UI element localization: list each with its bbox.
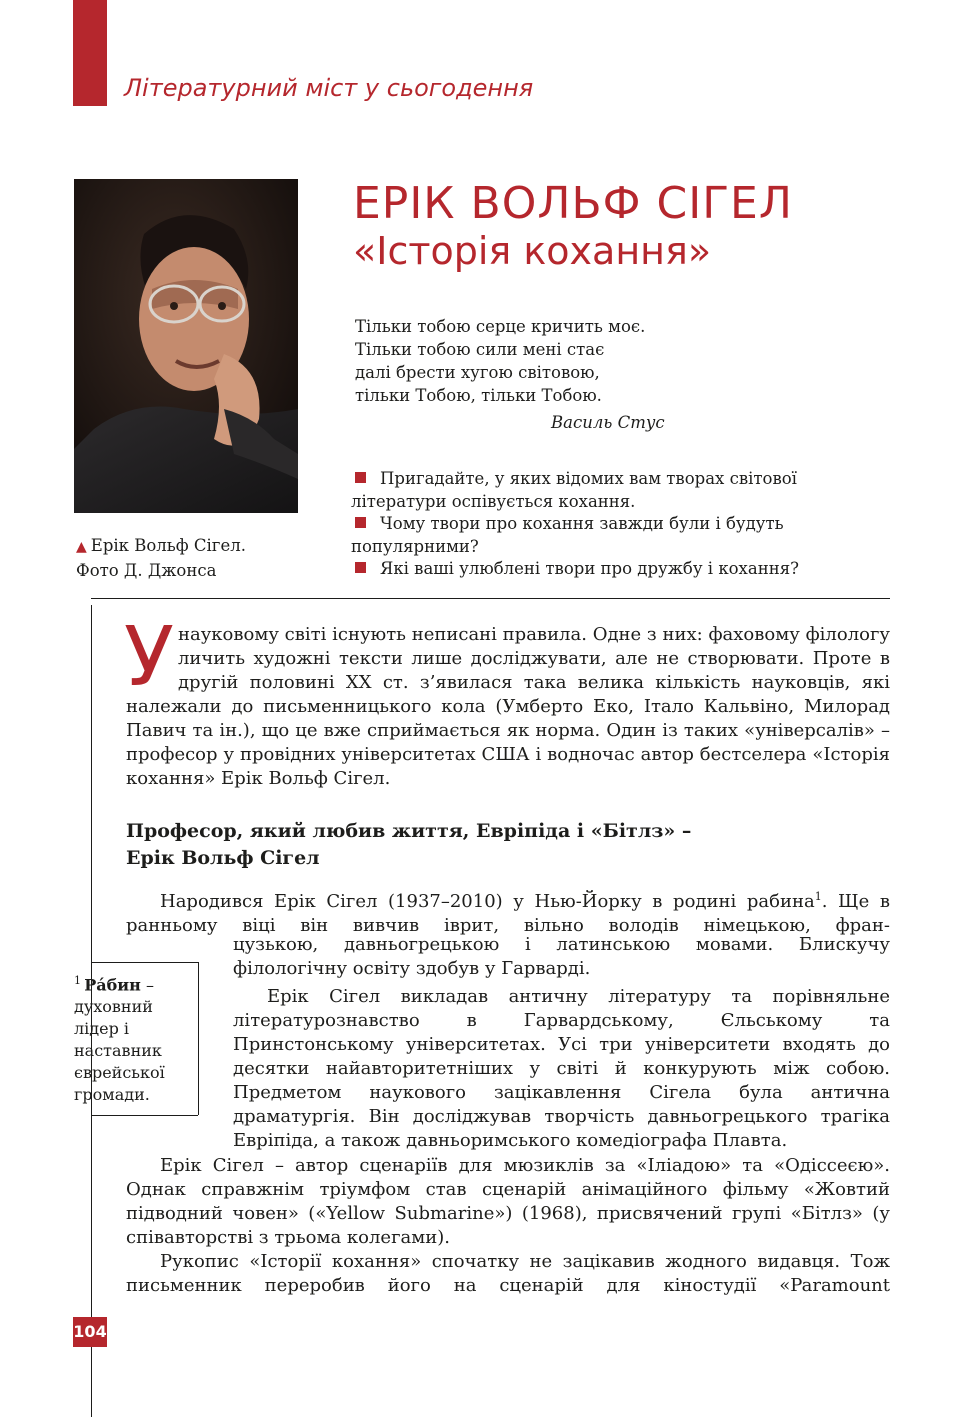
epigraph-line: далі брести хугою світовою, xyxy=(355,363,600,382)
footnote-definition: – духовний лідер і наставник єврейської громади. xyxy=(74,975,165,1105)
caption-line: Фото Д. Джонса xyxy=(76,561,217,580)
author-photo xyxy=(74,179,298,513)
question-item xyxy=(351,468,896,513)
body-paragraph-continued: цузькою, давньогрецькою і латинською мовами. Блискучу філологічну освіту здобув у Гарварді. xyxy=(233,934,890,979)
question-text: Пригадайте, у яких відомих вам творах світової літератури оспівується кохання. xyxy=(351,469,797,511)
photo-caption xyxy=(76,534,246,582)
question-text: Чому твори про кохання завжди були і будуть популярними? xyxy=(351,514,784,556)
footnote-rule xyxy=(91,1115,198,1116)
square-bullet-icon xyxy=(355,472,366,483)
footnote-rule xyxy=(91,962,198,963)
chapter-title-work: «Історія кохання» xyxy=(353,229,712,273)
epigraph xyxy=(355,315,645,407)
footnote-ref[interactable]: 1 xyxy=(814,890,822,903)
body-paragraph: Ерік Сігел – автор сценаріїв для мюзиклів за «Іліадою» та «Одіссеєю». Однак справжнім тріумфом став сценарій анімаційного фільму «Жовтий підводний човен» («Yellow Submarine») (1968), присвячений групі «Бітлз» (у співавторстві з трьома колегами). xyxy=(126,1155,890,1248)
portrait-image xyxy=(74,179,298,513)
square-bullet-icon xyxy=(355,562,366,573)
question-item xyxy=(351,513,896,558)
body-paragraph xyxy=(126,885,890,938)
intro-paragraph xyxy=(124,610,890,791)
body-paragraph: Ерік Сігел викладав античну літературу та порівняльне літературознавство в Гарвардському, Єльському та Принстонському університетах. Усі три університети входять до десятки найавторитетніших у світі й конкурують між собою. Предметом наукового зацікавлення Сігела була антична драматургія. Він досліджував творчість давньогрецького трагіка Евріпіда, а також давньоримського комедіографа Плавта. xyxy=(233,986,890,1151)
epigraph-author: Василь Стус xyxy=(551,413,665,432)
footnote-rule xyxy=(198,962,199,1115)
paragraph-text: . Ще в ранньому віці він вивчив іврит, вільно володів німецькою, фран- xyxy=(126,891,890,936)
paragraph-text: Народився Ерік Сігел (1937–2010) у Нью-Йорку в родині рабина xyxy=(160,891,815,912)
intro-text: науковому світі існують неписані правила. Одне з них: фаховому філологу личить художні тексти лише досліджувати, але не створювати. Проте в другій половині XX ст. з’явилася така велика кількість науковців, які належали до письменницького кола (Умберто Еко, Італо Кальвіно, Милорад Павич та ін.), що це вже сприймається як норма. Один із таких «універсалів» – професор у провідних університетах США і водночас автор бестселера «Історія кохання» Ерік Вольф Сігел. xyxy=(126,624,890,789)
chapter-tab xyxy=(73,0,107,106)
epigraph-line: Тільки тобою серце кричить моє. xyxy=(355,317,646,336)
epigraph-line: Тільки тобою сили мені стає xyxy=(355,340,605,359)
page-number: 104 xyxy=(73,1317,107,1347)
section-heading xyxy=(126,818,691,872)
chapter-title-author: ЕРІК ВОЛЬФ СІГЕЛ xyxy=(353,178,793,229)
section-heading-line: Професор, який любив життя, Евріпіда і «Бітлз» – xyxy=(126,820,692,842)
footnote-term: Ра́бин xyxy=(84,975,141,995)
section-heading-line: Ерік Вольф Сігел xyxy=(126,847,320,869)
question-text: Які ваші улюблені твори про дружбу і кохання? xyxy=(380,559,799,578)
running-head: Літературний міст у сьогодення xyxy=(124,74,534,102)
footnote-mark: 1 xyxy=(74,974,81,987)
caption-line: Ерік Вольф Сігел. xyxy=(90,536,246,555)
triangle-up-icon: ▲ xyxy=(76,539,87,555)
epigraph-line: тільки Тобою, тільки Тобою. xyxy=(355,386,602,405)
footnote xyxy=(74,970,184,1106)
question-item xyxy=(351,558,896,581)
square-bullet-icon xyxy=(355,517,366,528)
horizontal-rule xyxy=(91,598,890,599)
warmup-questions xyxy=(351,468,896,581)
body-paragraph: Рукопис «Історії кохання» спочатку не зацікавив жодного видавця. Тож письменник переробив його на сценарій для кіностудії «Paramount xyxy=(126,1251,890,1296)
drop-cap: У xyxy=(124,610,174,705)
